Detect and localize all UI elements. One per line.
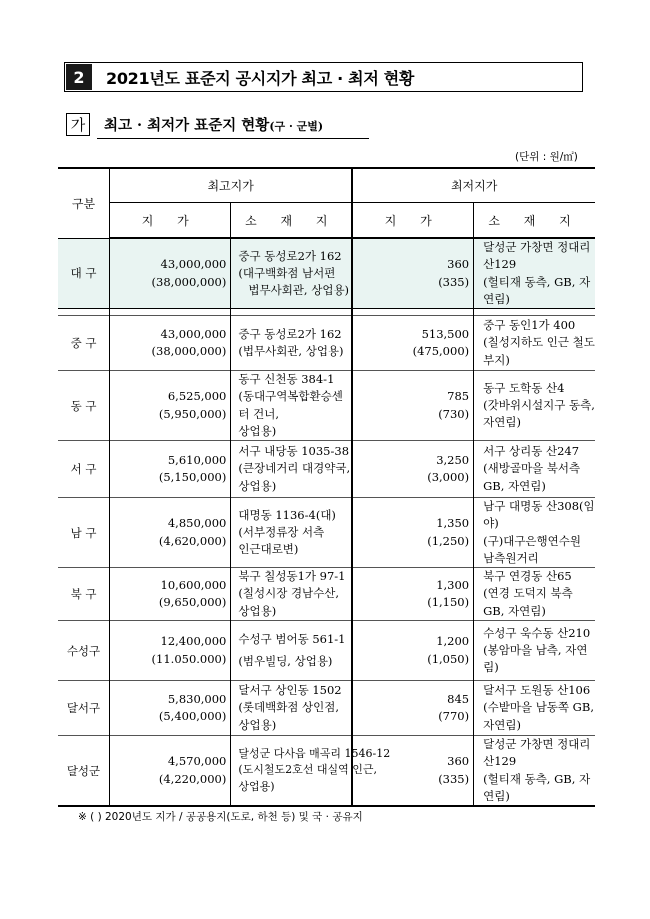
row-high-price [110, 681, 231, 736]
subsection-marker: 가 [66, 113, 90, 136]
high-location-line: 중구 동성로2가 162 [238, 326, 342, 341]
header-low-price [352, 203, 473, 239]
high-price-value: 4,570,000 [167, 754, 227, 769]
high-price-prev: (5,950,000) [158, 406, 227, 421]
table-row [58, 498, 595, 568]
low-location-line: (수밭마을 남동쪽 GB, 자연림) [483, 700, 594, 732]
high-location-line: 서구 내당동 1035-38 [238, 444, 350, 459]
row-high-location [231, 621, 352, 681]
table-row [58, 238, 595, 309]
low-price-value: 785 [447, 389, 470, 404]
section-title: 2021년도 표준지 공시지가 최고 · 최저 현황 [106, 68, 415, 88]
high-location-line: 북구 칠성동1가 97-1 [238, 569, 346, 584]
low-price-value: 845 [447, 691, 470, 706]
row-high-location [231, 441, 352, 498]
table-row [58, 736, 595, 807]
row-gu: 서 구 [58, 441, 110, 498]
low-price-prev: (335) [438, 771, 470, 786]
high-price-prev: (5,150,000) [158, 470, 227, 484]
high-location-line: 법무사회관, 상업용) [248, 283, 350, 298]
high-price-value: 43,000,000 [160, 326, 227, 341]
high-location-line: 상업용) [238, 423, 277, 438]
row-gu: 중 구 [58, 316, 110, 371]
row-high-price [110, 498, 231, 568]
high-location-line: (동대구역복합환승센터 건너, [238, 389, 343, 421]
header-high-location-label: 소 재 지 [245, 213, 338, 228]
footnote: ※ ( ) 2020년도 지가 / 공공용지(도로, 하천 등) 및 국 · 공유지 [78, 811, 363, 823]
header-gubun: 구분 [58, 168, 110, 238]
high-price-value: 5,610,000 [167, 452, 227, 467]
row-gu: 남 구 [58, 498, 110, 568]
row-high-price [110, 441, 231, 498]
low-location-line: 달성군 가창면 정대리 산129 [483, 240, 591, 272]
table-row [58, 441, 595, 498]
high-price-value: 4,850,000 [167, 516, 227, 531]
low-price-prev: (335) [438, 274, 470, 289]
low-price-value: 1,200 [436, 634, 470, 649]
row-high-location [231, 681, 352, 736]
header-high-price [110, 203, 231, 239]
row-low-location [474, 681, 595, 736]
row-high-price [110, 621, 231, 681]
high-location-line: (법무사회관, 상업용) [238, 344, 344, 358]
low-price-prev: (730) [438, 406, 470, 421]
row-high-location [231, 238, 352, 309]
row-high-price [110, 238, 231, 309]
low-location-line: 남측원거리 [483, 550, 539, 565]
row-gu: 대 구 [58, 238, 110, 309]
low-location-line: (헐티재 동측, GB, 자연림) [483, 771, 591, 803]
low-price-value: 1,350 [436, 516, 470, 531]
low-price-prev: (1,150) [427, 595, 470, 609]
row-low-location [474, 441, 595, 498]
high-price-prev: (38,000,000) [151, 344, 227, 358]
table-row [58, 681, 595, 736]
table-row [58, 568, 595, 621]
header-lowest: 최저지가 [352, 168, 595, 203]
high-location-line: 인근대로변) [238, 542, 299, 557]
row-low-location [474, 498, 595, 568]
row-high-price [110, 371, 231, 441]
high-location-line: 대명동 1136-4(대) [238, 507, 336, 522]
high-location-line: 수성구 범어동 561-1 [238, 632, 346, 647]
row-low-location [474, 316, 595, 371]
row-high-location [231, 568, 352, 621]
row-low-price [352, 238, 473, 309]
high-location-line: (서부정류장 서측 [238, 524, 325, 539]
row-high-location [231, 498, 352, 568]
high-location-line: (범우빌딩, 상업용) [238, 653, 333, 668]
high-price-prev: (11.050.000) [151, 651, 227, 666]
high-price-value: 12,400,000 [160, 634, 227, 649]
subsection-title [104, 114, 323, 135]
high-price-prev: (4,220,000) [158, 771, 227, 786]
low-price-prev: (1,050) [427, 651, 470, 666]
high-location-line: 상업용) [238, 779, 275, 793]
high-location-line: (롯데백화점 상인점, 상업용) [238, 700, 340, 732]
row-high-price [110, 568, 231, 621]
row-low-location [474, 621, 595, 681]
low-location-line: 중구 동인1가 400 [483, 318, 576, 333]
table-row [58, 621, 595, 681]
low-location-line: 수성구 욱수동 산210 [483, 625, 591, 640]
high-price-prev: (38,000,000) [151, 274, 227, 289]
row-low-price [352, 621, 473, 681]
row-gu: 북 구 [58, 568, 110, 621]
table-row [58, 371, 595, 441]
low-price-value: 3,250 [436, 452, 470, 467]
low-price-prev: (475,000) [412, 344, 470, 358]
low-location-line: (헐티재 동측, GB, 자연림) [483, 274, 591, 306]
subsection-title-suffix: (구 · 군별) [269, 120, 324, 133]
row-low-price [352, 441, 473, 498]
price-table [58, 167, 595, 807]
header-low-price-label: 지 가 [384, 213, 442, 228]
header-low-location-label: 소 재 지 [488, 213, 581, 228]
low-location-line: (구)대구은행연수원 [483, 533, 581, 548]
row-high-price [110, 316, 231, 371]
low-location-line: 남구 대명동 산308(임야) [483, 499, 595, 531]
row-low-location [474, 371, 595, 441]
low-price-value: 1,300 [436, 577, 470, 592]
header-low-location [474, 203, 595, 239]
row-low-price [352, 316, 473, 371]
low-location-line: 달성군 가창면 정대리 산129 [483, 737, 591, 769]
section-number: 2 [66, 64, 92, 90]
low-location-line: (연경 도덕지 북측 GB, 자연림) [483, 586, 573, 618]
low-location-line: 서구 상리동 산247 [483, 444, 580, 459]
high-price-prev: (4,620,000) [158, 533, 227, 548]
high-price-value: 6,525,000 [167, 389, 227, 404]
unit-label: (단위 : 원/㎡) [515, 151, 578, 163]
row-gu: 수성구 [58, 621, 110, 681]
table-row [58, 316, 595, 371]
row-gu: 동 구 [58, 371, 110, 441]
low-location-line: 동구 도학동 산4 [483, 380, 565, 395]
row-low-price [352, 568, 473, 621]
high-price-prev: (5,400,000) [158, 709, 227, 723]
low-price-prev: (3,000) [427, 470, 470, 484]
high-price-prev: (9,650,000) [158, 595, 227, 609]
header-highest: 최고지가 [110, 168, 353, 203]
subsection-underline [97, 138, 369, 139]
row-low-price [352, 371, 473, 441]
low-location-line: (갓바위시설지구 동측, 자연림) [483, 397, 595, 430]
low-location-line: 북구 연경동 산65 [483, 569, 572, 584]
high-price-value: 43,000,000 [160, 257, 227, 272]
high-price-value: 10,600,000 [160, 577, 227, 592]
high-price-value: 5,830,000 [167, 691, 227, 706]
section-header [64, 62, 583, 92]
low-price-value: 513,500 [421, 326, 470, 341]
low-price-prev: (770) [438, 709, 470, 723]
low-location-line: (칠성지하도 인근 철도부지) [483, 335, 595, 367]
row-low-location [474, 238, 595, 309]
high-location-line: 달서구 상인동 1502 [238, 683, 342, 698]
high-location-line: (큰장네거리 대경약국, 상업용) [238, 461, 351, 493]
row-high-location [231, 371, 352, 441]
row-gu: 달서구 [58, 681, 110, 736]
low-price-value: 360 [447, 754, 470, 769]
high-location-line: (칠성시장 경남수산, 상업용) [238, 586, 340, 618]
header-high-location [231, 203, 352, 239]
row-gu: 달성군 [58, 736, 110, 807]
high-location-line: (도시철도2호선 대실역 인근, [238, 763, 378, 777]
high-location-line: 동구 신천동 384-1 [238, 372, 335, 386]
row-low-location [474, 568, 595, 621]
high-location-line: 중구 동성로2가 162 [238, 248, 342, 263]
header-high-price-label: 지 가 [141, 213, 199, 228]
low-price-value: 360 [447, 257, 470, 272]
low-location-line: (봉암마을 남측, 자연림) [483, 642, 588, 675]
row-low-location [474, 736, 595, 807]
subsection-title-main: 최고 · 최저가 표준지 현황 [104, 117, 270, 134]
row-low-price [352, 498, 473, 568]
row-low-price [352, 681, 473, 736]
high-location-line: 달성군 다사읍 매곡리 1546-12 [238, 746, 391, 760]
low-location-line: 달서구 도원동 산106 [483, 683, 591, 698]
low-location-line: (새방골마을 북서측 GB, 자연림) [483, 461, 581, 493]
low-price-prev: (1,250) [427, 533, 470, 548]
high-location-line: (대구백화점 남서편 [238, 265, 336, 280]
row-high-location [231, 736, 391, 807]
row-high-location [231, 316, 352, 371]
row-high-price [110, 736, 231, 807]
